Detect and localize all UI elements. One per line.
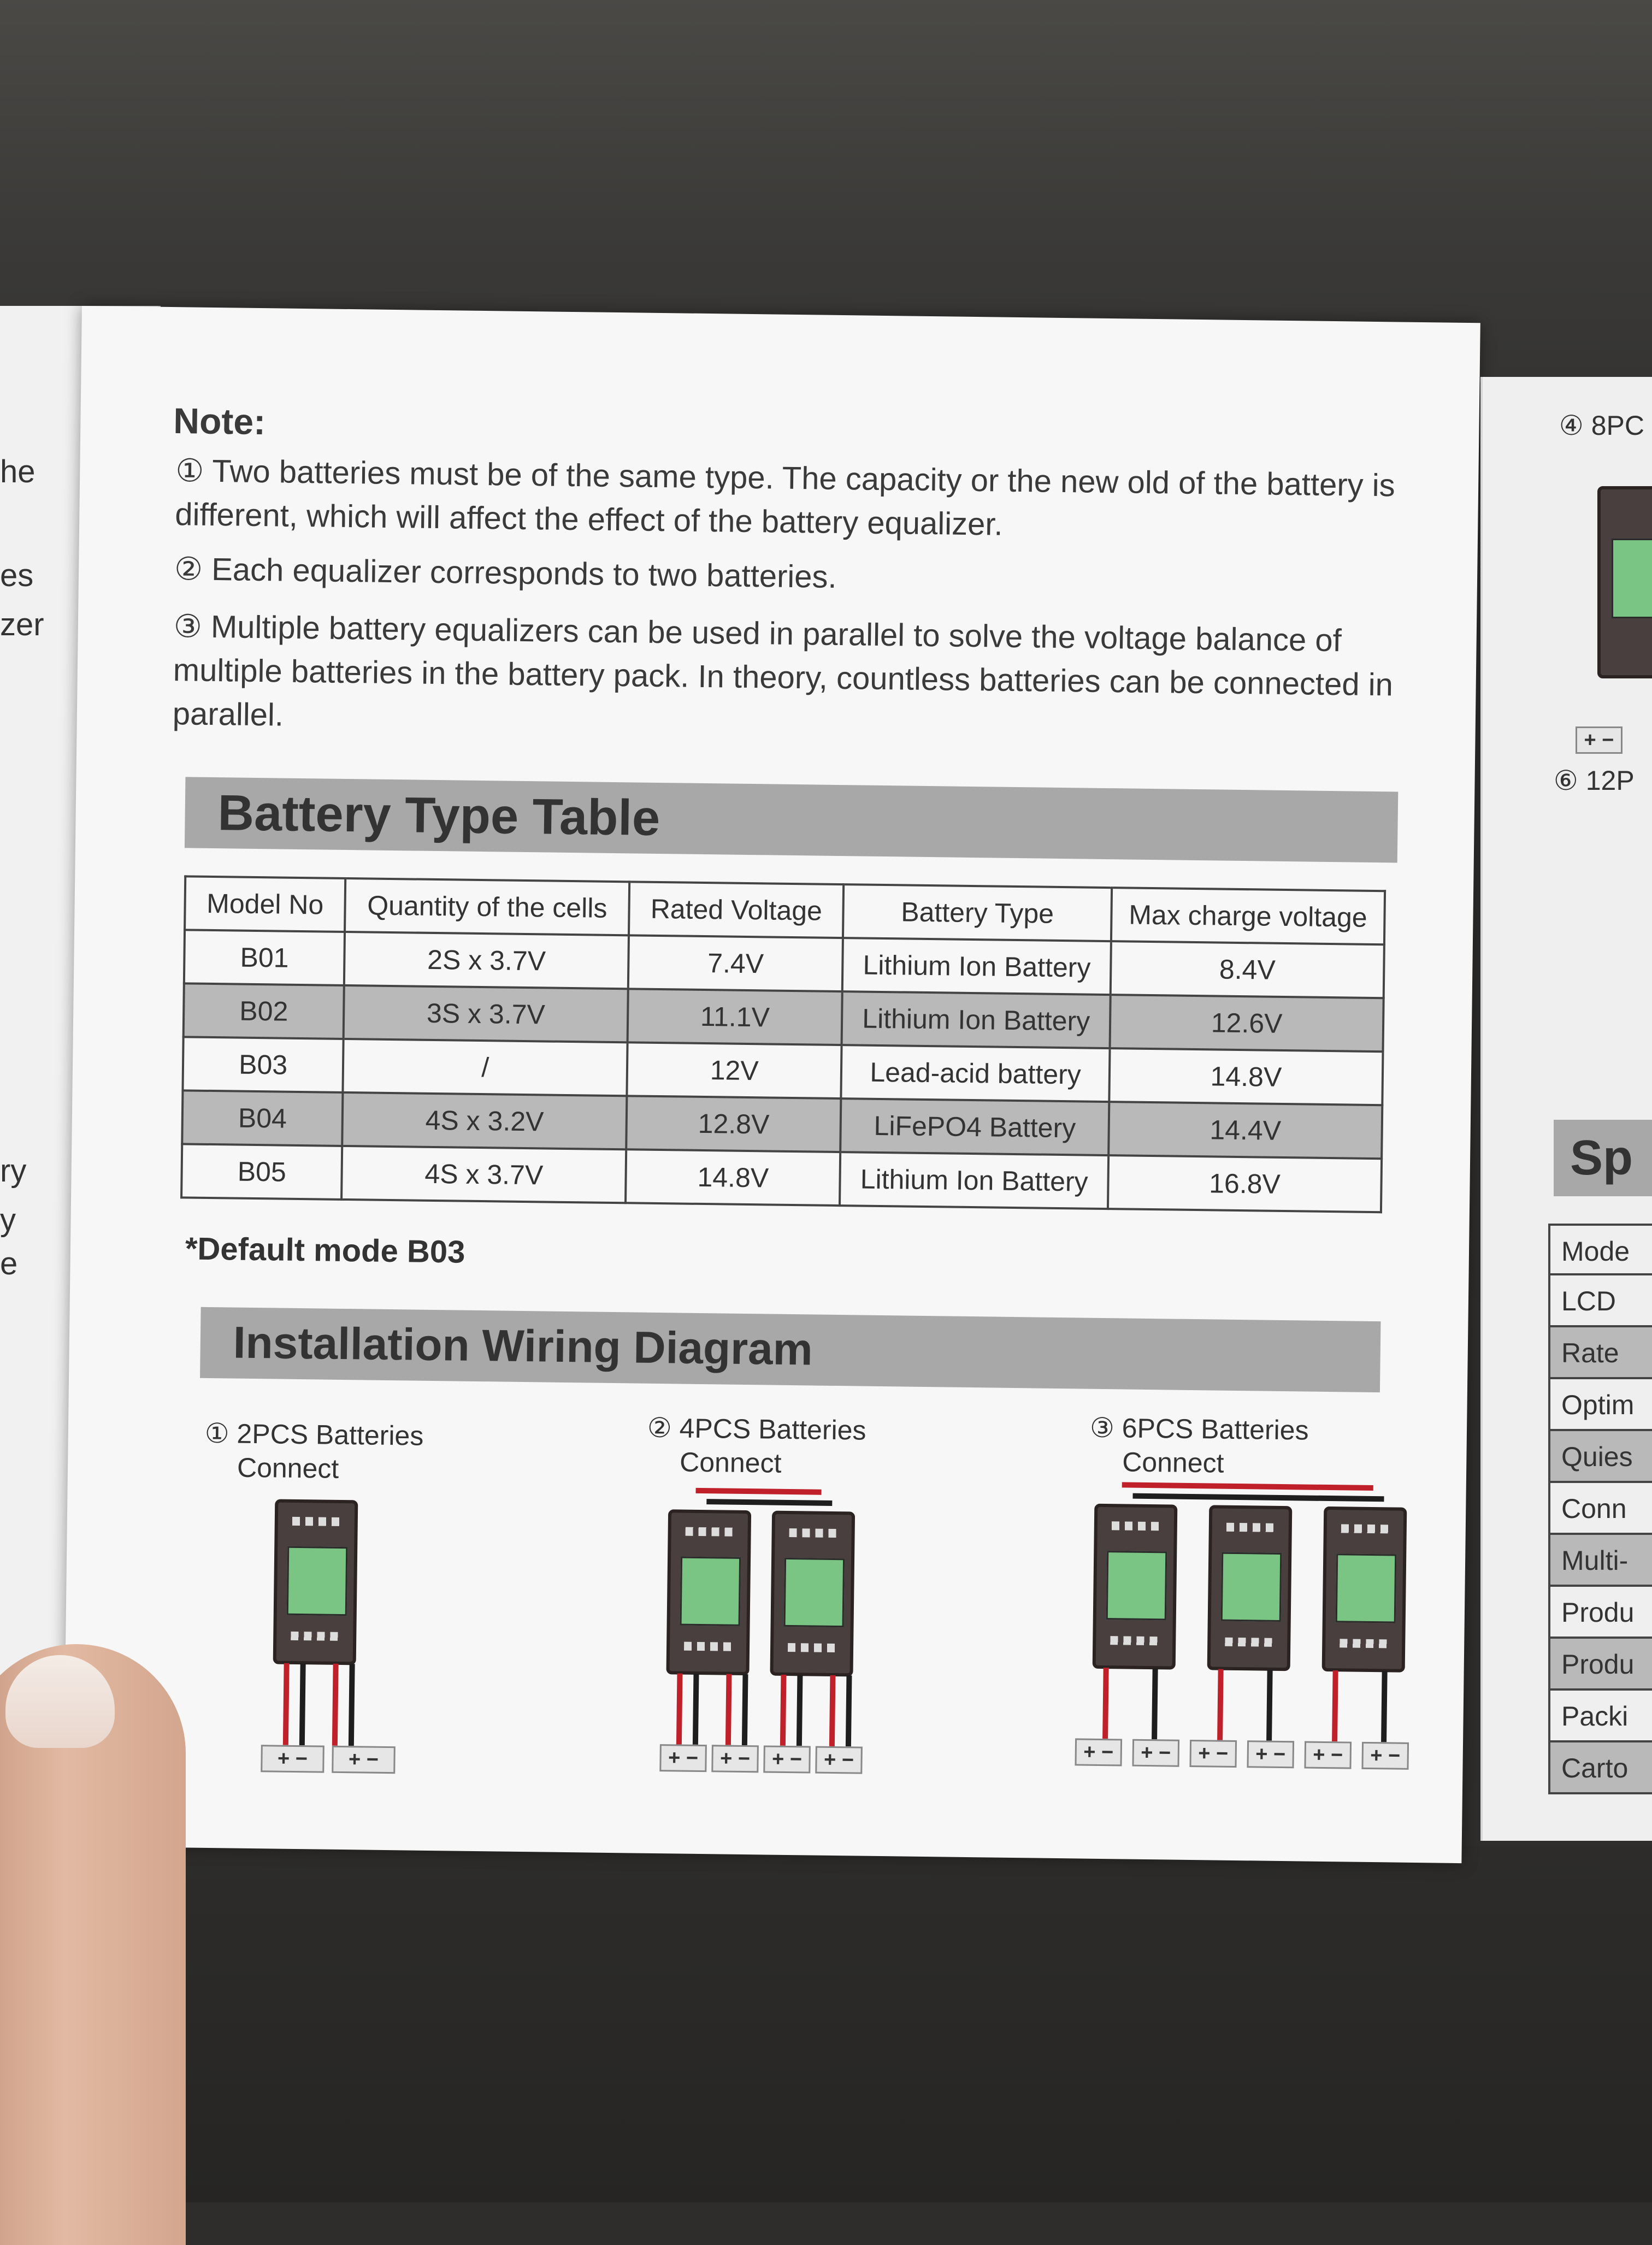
cell: B04 [182, 1090, 343, 1146]
red-bus-wire [696, 1488, 822, 1495]
diagram-2-title: ② 4PCS Batteries [647, 1412, 866, 1446]
red-wire [725, 1674, 732, 1745]
flap-fragment: he [0, 454, 36, 489]
spec-row: Multi- [1548, 1535, 1652, 1587]
battery-table-title: Battery Type Table [185, 777, 1398, 862]
battery-terminal: + − [1247, 1740, 1294, 1768]
header-rated-voltage: Rated Voltage [629, 882, 843, 938]
cell: 16.8V [1108, 1155, 1382, 1212]
battery-terminal: + − [711, 1745, 759, 1773]
red-wire [283, 1663, 290, 1745]
dark-fabric-background-bottom [0, 1846, 1652, 2202]
default-mode-note: *Default mode B03 [185, 1231, 465, 1270]
black-wire [742, 1674, 748, 1745]
right-pamphlet-flap [1480, 377, 1652, 1841]
equalizer-device [1322, 1506, 1407, 1673]
red-wire [332, 1664, 339, 1746]
battery-terminal: + − [659, 1744, 707, 1772]
header-max-charge: Max charge voltage [1111, 888, 1385, 944]
diagram-3-label [1089, 1411, 1309, 1481]
pamphlet-main-page [63, 306, 1480, 1863]
cell: B05 [181, 1144, 342, 1200]
cell: Lithium Ion Battery [840, 1152, 1108, 1209]
equalizer-device [1093, 1504, 1178, 1670]
cell: / [343, 1039, 628, 1096]
black-wire [846, 1675, 852, 1746]
cell: 4S x 3.7V [341, 1146, 626, 1203]
cell: 12.6V [1110, 995, 1384, 1051]
battery-terminal: + − [261, 1745, 324, 1773]
equalizer-device [1207, 1505, 1293, 1671]
cell: 8.4V [1111, 941, 1384, 998]
cell: LiFePO4 Battery [840, 1098, 1109, 1155]
red-wire [1332, 1670, 1338, 1741]
red-wire [1102, 1668, 1109, 1739]
cell: 14.8V [1109, 1048, 1383, 1105]
equalizer-device [770, 1511, 855, 1677]
note-item-2: ② Each equalizer corresponds to two batteries. [174, 551, 837, 595]
lcd-display [1612, 539, 1652, 618]
cell: Lead-acid battery [841, 1045, 1110, 1102]
equalizer-device [273, 1499, 358, 1665]
header-quantity: Quantity of the cells [345, 878, 629, 935]
cell: 2S x 3.7V [344, 932, 629, 989]
battery-type-table [180, 875, 1386, 1213]
cell: 11.1V [628, 989, 842, 1045]
lcd-display [1336, 1553, 1397, 1623]
lcd-display [784, 1558, 845, 1627]
spec-row: Mode [1548, 1224, 1652, 1275]
flap-fragment: e [0, 1246, 18, 1281]
cell: B03 [182, 1037, 343, 1092]
black-bus-wire [1132, 1493, 1384, 1502]
cell: 12V [627, 1042, 842, 1098]
diagram-12-label: ⑥ 12P [1554, 765, 1635, 796]
diagram-1-sub: Connect [237, 1452, 339, 1484]
flap-fragment: ry [0, 1153, 27, 1189]
spec-row: Packi [1548, 1691, 1652, 1742]
diagram-2-sub: Connect [679, 1446, 782, 1479]
flap-fragment: zer [0, 607, 44, 642]
equalizer-device [666, 1509, 751, 1675]
cell: B02 [184, 983, 344, 1039]
spec-table [1548, 1224, 1652, 1794]
black-wire [349, 1664, 355, 1746]
battery-terminal: + − [1075, 1738, 1122, 1766]
lcd-display [287, 1546, 348, 1616]
diagram-8-label: ④ 8PC [1559, 410, 1644, 441]
spec-row: Carto [1548, 1742, 1652, 1794]
battery-terminal: + − [815, 1746, 863, 1774]
red-wire [1217, 1669, 1224, 1740]
header-model-no: Model No [185, 876, 345, 932]
spec-row: Produ [1548, 1587, 1652, 1639]
cell: 7.4V [628, 935, 843, 991]
diagram-2-label [647, 1411, 866, 1481]
black-wire [1266, 1670, 1273, 1741]
battery-terminal: + − [1576, 726, 1622, 754]
cell: B01 [184, 930, 345, 985]
cell: 4S x 3.2V [342, 1092, 627, 1149]
spec-row: Produ [1548, 1639, 1652, 1691]
note-item-1: ① Two batteries must be of the same type. The capacity or the new old of the battery is different, which will affect the effect of the battery equalizer. [174, 453, 1396, 542]
diagram-3-sub: Connect [1122, 1446, 1224, 1479]
cell: Lithium Ion Battery [842, 991, 1111, 1048]
red-bus-wire [1122, 1482, 1373, 1491]
cell: 14.4V [1108, 1102, 1382, 1159]
flap-fragment: es [0, 558, 34, 593]
lcd-display [1106, 1551, 1167, 1620]
lcd-display [680, 1557, 741, 1626]
spec-row: Quies [1548, 1431, 1652, 1483]
lcd-display [1221, 1552, 1282, 1622]
spec-title: Sp [1554, 1120, 1652, 1196]
equalizer-device [1597, 486, 1652, 678]
flap-fragment: y [0, 1202, 16, 1238]
red-wire [780, 1675, 787, 1746]
header-battery-type: Battery Type [843, 884, 1112, 941]
cell: 3S x 3.7V [344, 985, 628, 1042]
cell: 14.8V [626, 1149, 840, 1206]
black-bus-wire [706, 1499, 832, 1506]
diagram-1-title: ① 2PCS Batteries [204, 1417, 424, 1451]
diagram-1-label [204, 1416, 424, 1487]
battery-terminal: + − [1304, 1741, 1352, 1769]
battery-terminal: + − [763, 1745, 811, 1773]
diagram-3-title: ③ 6PCS Batteries [1089, 1412, 1309, 1446]
red-wire [676, 1673, 683, 1744]
black-wire [1381, 1671, 1388, 1742]
black-wire [1152, 1668, 1158, 1739]
battery-terminal: + − [1361, 1742, 1409, 1770]
black-wire [693, 1674, 699, 1745]
spec-row: LCD [1548, 1275, 1652, 1327]
cell: Lithium Ion Battery [842, 938, 1111, 995]
black-wire [299, 1663, 306, 1745]
black-wire [796, 1675, 803, 1746]
battery-terminal: + − [332, 1746, 396, 1774]
red-wire [829, 1675, 836, 1746]
battery-terminal: + − [1189, 1740, 1237, 1768]
spec-row: Conn [1548, 1483, 1652, 1535]
wiring-diagram-title: Installation Wiring Diagram [200, 1307, 1380, 1392]
battery-terminal: + − [1132, 1739, 1179, 1767]
cell: 12.8V [626, 1096, 841, 1152]
spec-row: Optim [1548, 1379, 1652, 1431]
spec-row: Rate [1548, 1327, 1652, 1379]
note-item-3: ③ Multiple battery equalizers can be used in parallel to solve the voltage balance of multiple batteries in the battery pack. In theory, countless batteries can be connected in parallel. [172, 608, 1394, 733]
note-title: Note: [173, 400, 266, 442]
